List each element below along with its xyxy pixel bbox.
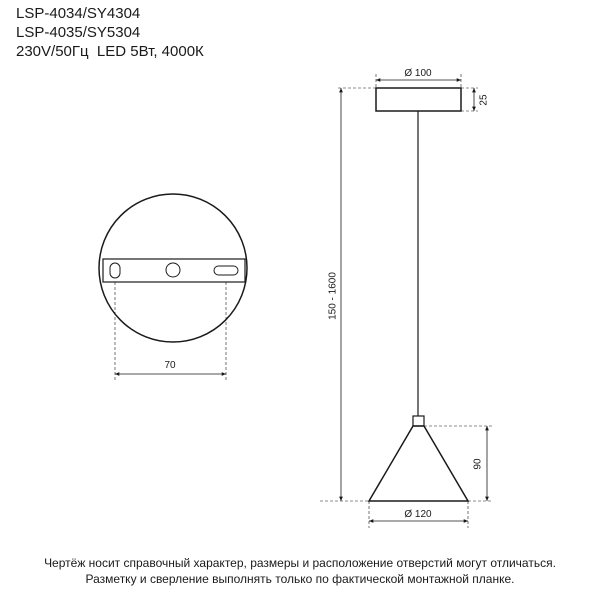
shade-height-label: 90: [472, 458, 484, 470]
disclaimer-line-2: Разметку и сверление выполнять только по фактической монтажной планке.: [85, 572, 515, 586]
mount-slot-right: [214, 266, 238, 275]
model-line-1: LSP-4034/SY4304: [16, 5, 141, 22]
power-spec-line: 230V/50Гц LED 5Вт, 4000К: [16, 43, 204, 60]
mount-slot-left: [110, 263, 120, 278]
mounting-bar: [103, 259, 245, 282]
center-hole: [166, 263, 180, 277]
lamp-socket: [413, 416, 424, 426]
disclaimer-note: [0, 555, 600, 587]
canopy-side: [376, 88, 461, 111]
cable-length-label: 150 - 1600: [327, 272, 339, 320]
model-line-2: LSP-4035/SY5304: [16, 24, 141, 41]
canopy-outline: [99, 194, 247, 342]
canopy-diameter-label: Ø 100: [404, 68, 432, 79]
lamp-side-view: [320, 68, 492, 528]
mount-spacing-label: 70: [164, 360, 176, 371]
canopy-top-view: [99, 194, 247, 380]
canopy-height-label: 25: [478, 94, 490, 106]
cone-shade: [369, 426, 468, 501]
shade-diameter-label: Ø 120: [404, 509, 432, 520]
disclaimer-line-1: Чертёж носит справочный характер, размеры и расположение отверстий могут отличаться.: [44, 556, 556, 570]
